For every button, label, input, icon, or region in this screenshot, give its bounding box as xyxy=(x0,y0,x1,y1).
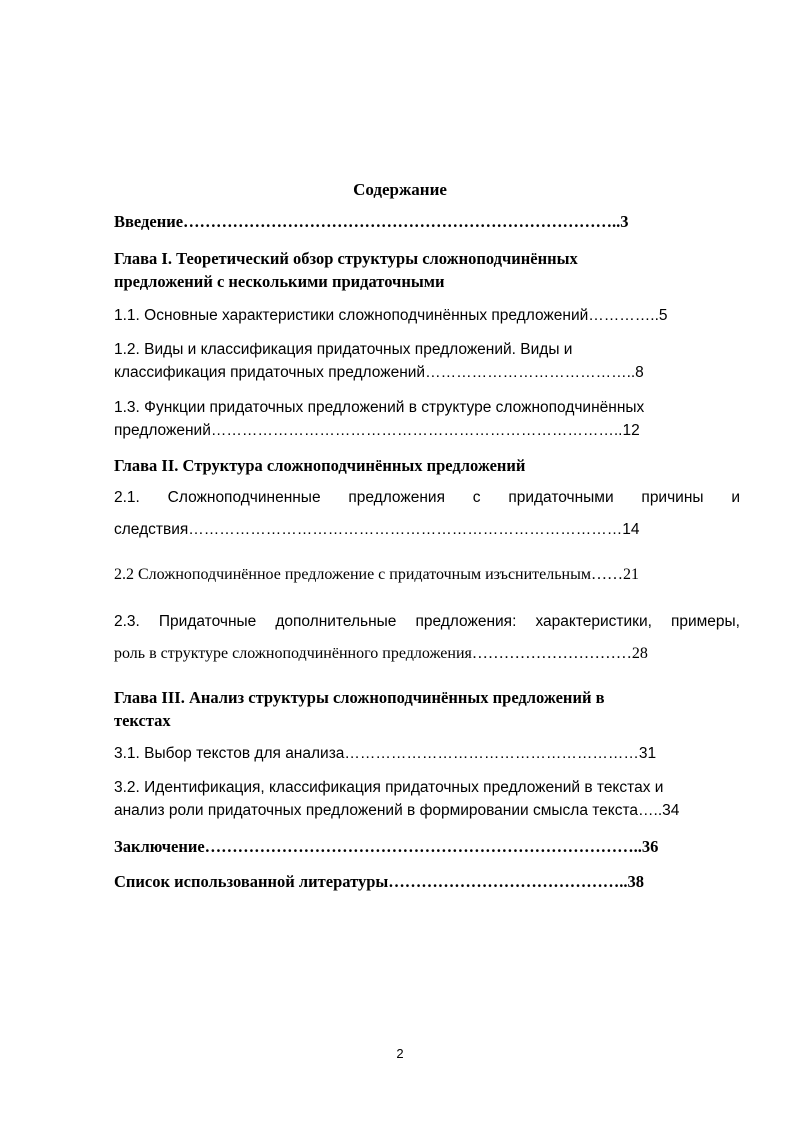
toc-entry-1-2-line-2: классификация придаточных предложений…………………………………..8 xyxy=(114,364,644,381)
toc-entry-1-2-line-1: 1.2. Виды и классификация придаточных предложений. Виды и xyxy=(114,341,573,358)
toc-entry-introduction: Введение……………………………………………………………………..3 xyxy=(114,212,629,231)
toc-chapter-3-line-2: текстах xyxy=(114,711,171,730)
toc-entry-2-3-line-1: 2.3. Придаточные дополнительные предложения: характеристики, примеры, xyxy=(114,613,740,630)
toc-entry-1-1: 1.1. Основные характеристики сложноподчинённых предложений…………..5 xyxy=(114,307,668,324)
toc-entry-references: Список использованной литературы……………………………………..38 xyxy=(114,872,645,891)
toc-chapter-3-line-1: Глава III. Анализ структуры сложноподчинённых предложений в xyxy=(114,688,605,707)
page-number: 2 xyxy=(396,1046,404,1061)
toc-entry-1-3-line-1: 1.3. Функции придаточных предложений в структуре сложноподчинённых xyxy=(114,399,645,416)
toc-entry-3-2-line-2: анализ роли придаточных предложений в формировании смысла текста…..34 xyxy=(114,802,680,819)
toc-entry-2-3-line-2: роль в структуре сложноподчинённого предложения…………………………28 xyxy=(114,645,648,662)
toc-entry-2-2: 2.2 Сложноподчинённое предложение с придаточным изъснительным……21 xyxy=(114,566,639,583)
toc-entry-1-3-line-2: предложений……………………………………………………………………..12 xyxy=(114,422,640,439)
toc-entry-3-2-line-1: 3.2. Идентификация, классификация придаточных предложений в текстах и xyxy=(114,779,664,796)
toc-chapter-1-line-2: предложений с несколькими придаточными xyxy=(114,272,445,291)
toc-entry-2-1-line-1: 2.1. Сложноподчиненные предложения с придаточными причины и xyxy=(114,489,740,506)
toc-entry-conclusion: Заключение……………………………………………………………………..36 xyxy=(114,837,659,856)
toc-title: Содержание xyxy=(353,180,447,199)
toc-chapter-1-line-1: Глава I. Теоретический обзор структуры сложноподчинённых xyxy=(114,249,578,268)
toc-entry-3-1: 3.1. Выбор текстов для анализа…………………………………………………31 xyxy=(114,745,657,762)
toc-entry-2-1-line-2: следствия…………………………………………………………………………14 xyxy=(114,521,640,538)
toc-chapter-2: Глава II. Структура сложноподчинённых предложений xyxy=(114,456,526,475)
